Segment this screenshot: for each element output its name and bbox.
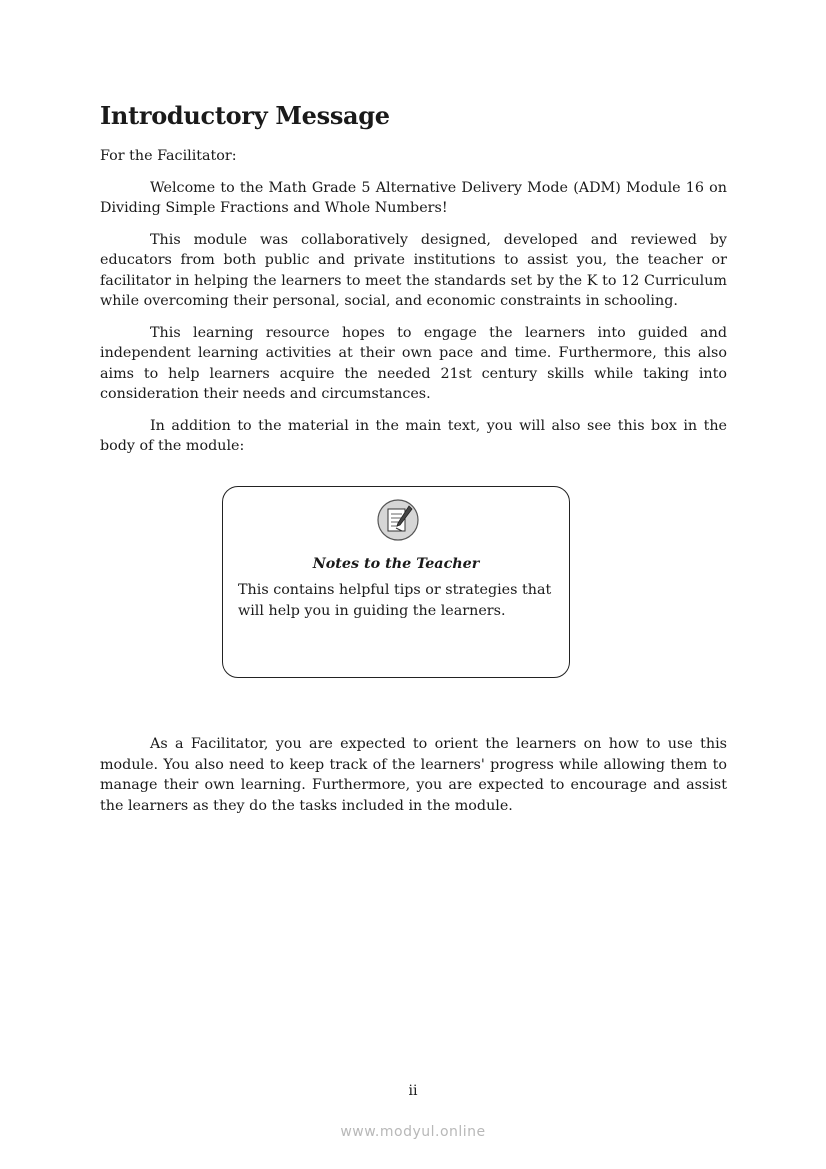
notes-title: Notes to the Teacher [312, 556, 480, 572]
paragraph-facilitator-role: As a Facilitator, you are expected to orient the learners on how to use this module. You also need to keep track of the learners' progress while allowing them to manage their own learning. Furthermore, you are expected to encourage and assist the learners as they do the tasks included in the module. [100, 736, 727, 814]
document-body [100, 100, 727, 468]
closing-section [100, 734, 727, 827]
notes-pencil-icon [376, 498, 420, 542]
page-number: ii [408, 1083, 418, 1099]
watermark: www.modyul.online [340, 1124, 486, 1140]
paragraph-welcome: Welcome to the Math Grade 5 Alternative Delivery Mode (ADM) Module 16 on Dividing Simple Fractions and Whole Numbers! [100, 179, 727, 216]
paragraph-learning-resource: This learning resource hopes to engage the learners into guided and independent learning activities at their own pace and time. Furthermore, this also aims to help learners acquire the needed 21st century skills while taking into consideration their needs and circumstances. [100, 324, 727, 402]
notes-to-teacher-box [222, 486, 570, 678]
page-title: Introductory Message [100, 101, 390, 130]
paragraph-module-design: This module was collaboratively designed, developed and reviewed by educators from both public and private institutions to assist you, the teacher or facilitator in helping the learners to meet the standards set by the K to 12 Curriculum while overcoming their personal, social, and economic constraints in schooling. [100, 231, 727, 309]
greeting-line: For the Facilitator: [100, 148, 237, 164]
notes-text: This contains helpful tips or strategies that will help you in guiding the learners. [238, 582, 552, 619]
paragraph-box-intro: In addition to the material in the main text, you will also see this box in the body of the module: [100, 417, 727, 454]
